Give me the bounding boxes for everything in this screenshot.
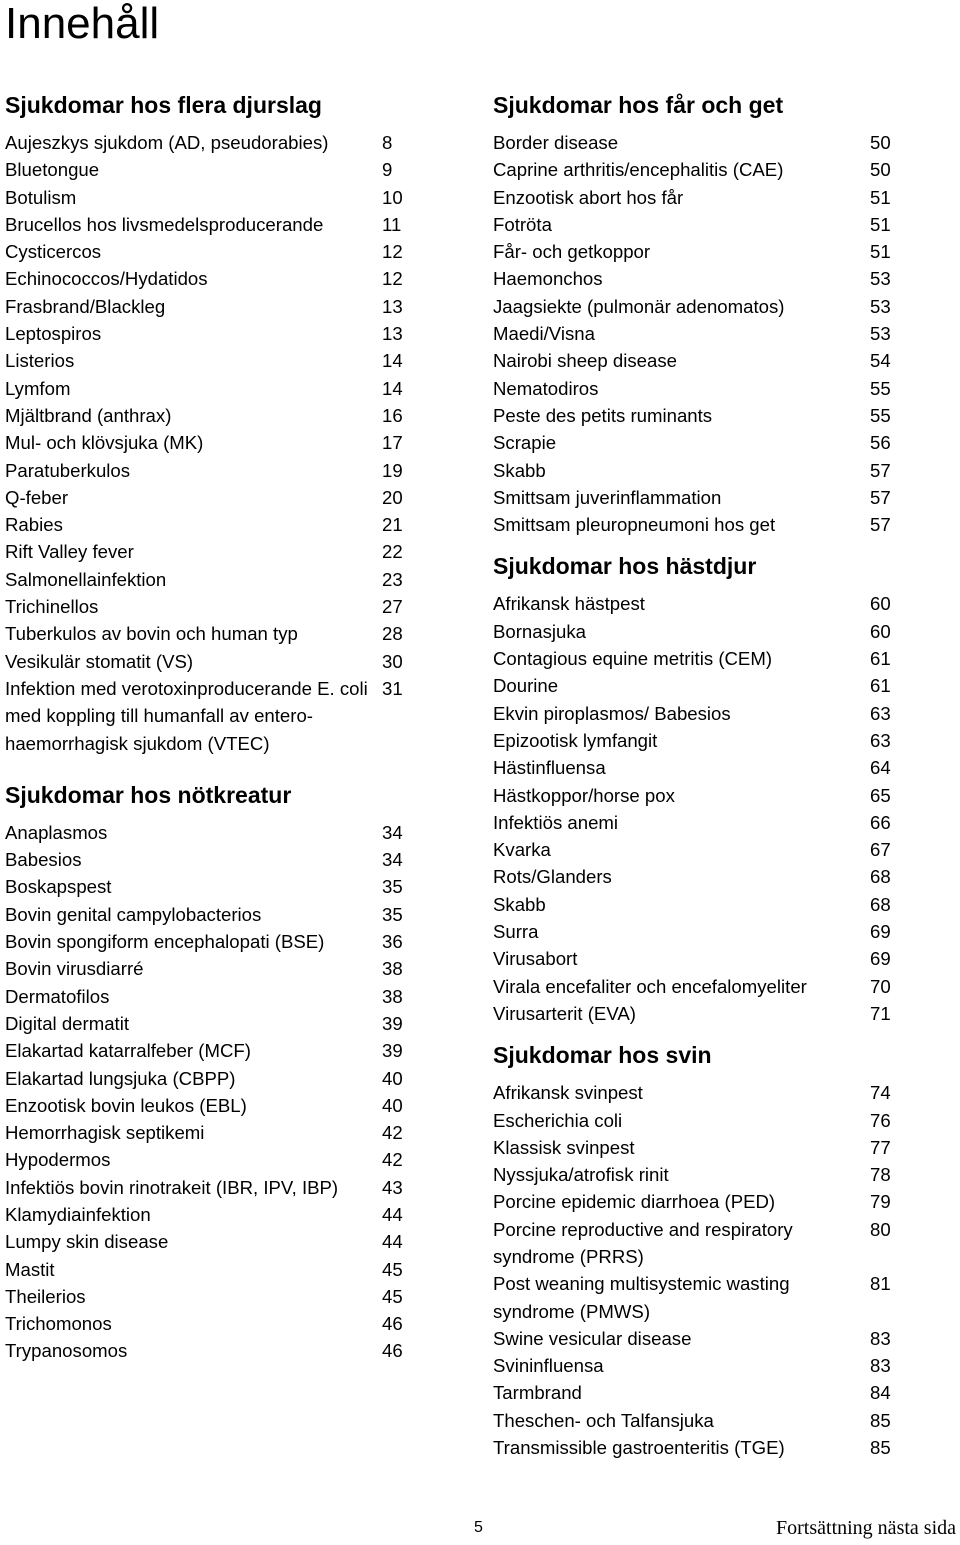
toc-entry-title: Afrikansk svinpest <box>493 1082 643 1104</box>
toc-entry <box>5 620 415 647</box>
toc-entry-page: 36 <box>382 931 403 953</box>
toc-entry <box>5 211 415 238</box>
toc-entry-title: Leptospiros <box>5 323 102 345</box>
toc-entry <box>5 983 415 1010</box>
toc-entry-page: 53 <box>870 268 891 290</box>
toc-entry <box>493 863 903 890</box>
toc-entry-title: Elakartad lungsjuka (CBPP) <box>5 1067 236 1089</box>
toc-entry-page: 13 <box>382 295 403 317</box>
toc-entry <box>493 590 903 617</box>
toc-entry-page: 21 <box>382 514 403 536</box>
toc-entry <box>5 1065 415 1092</box>
toc-entry-title: Lymfom <box>5 377 71 399</box>
toc-entry-title: Mastit <box>5 1258 55 1280</box>
toc-entry-title: Svininfluensa <box>493 1355 604 1377</box>
toc-entry-title: Hemorrhagisk septikemi <box>5 1122 205 1144</box>
continue-note: Fortsättning nästa sida <box>776 1517 956 1539</box>
toc-entry-title: Frasbrand/Blackleg <box>5 295 166 317</box>
toc-entry <box>5 1337 415 1364</box>
toc-entry-page: 9 <box>382 159 393 181</box>
toc-entry-title: Babesios <box>5 849 82 871</box>
toc-entry-title: Botulism <box>5 186 77 208</box>
toc-entry-page: 34 <box>382 821 403 843</box>
toc-entry-title: Digital dermatit <box>5 1012 130 1034</box>
toc-entry <box>5 1010 415 1037</box>
toc-entry <box>493 700 903 727</box>
toc-entry-title: Epizootisk lymfangit <box>493 729 658 751</box>
toc-entry-page: 84 <box>870 1382 891 1404</box>
toc-entry-page: 81 <box>870 1273 891 1295</box>
toc-entry <box>5 1092 415 1119</box>
toc-entry <box>493 891 903 918</box>
toc-entry <box>493 727 903 754</box>
toc-entry-title: Trypanosomos <box>5 1340 128 1362</box>
toc-entry <box>493 1161 903 1188</box>
toc-entry-page: 55 <box>870 377 891 399</box>
toc-entry <box>493 129 903 156</box>
toc-entry-title: Tuberkulos av bovin och human typ <box>5 623 298 645</box>
toc-entry-page: 50 <box>870 132 891 153</box>
toc-entry-page: 63 <box>870 702 891 724</box>
toc-entry <box>493 1270 903 1325</box>
toc-entry-page: 76 <box>870 1109 891 1131</box>
toc-entry <box>493 184 903 211</box>
toc-entry-title: Bluetongue <box>5 159 100 181</box>
toc-entry-title: Infektiös bovin rinotrakeit (IBR, IPV, IBP) <box>5 1176 339 1198</box>
toc-entry-page: 34 <box>382 849 403 871</box>
toc-entry <box>5 873 415 900</box>
toc-entry-page: 39 <box>382 1040 403 1062</box>
toc-entry-page: 57 <box>870 459 891 481</box>
toc-entry-title: Trichinellos <box>5 596 99 618</box>
toc-entry-title: Escherichia coli <box>493 1109 623 1131</box>
toc-entry-page: 57 <box>870 514 891 536</box>
toc-entry-title: Hästinfluensa <box>493 757 606 779</box>
toc-entry-title: Mjältbrand (anthrax) <box>5 404 172 426</box>
toc-entry-title: Border disease <box>493 132 619 153</box>
toc-entry-title: Virusarterit (EVA) <box>493 1002 636 1024</box>
section-heading: Sjukdomar hos hästdjur <box>493 553 757 580</box>
toc-entry <box>5 402 415 429</box>
section-heading: Sjukdomar hos nötkreatur <box>5 781 292 808</box>
toc-entry-page: 54 <box>870 350 891 372</box>
toc-entry-page: 56 <box>870 432 891 454</box>
toc-entry <box>5 1037 415 1064</box>
toc-entry-page: 45 <box>382 1258 403 1280</box>
entry-list <box>493 1079 903 1461</box>
toc-entry-title: Kvarka <box>493 839 551 861</box>
toc-entry <box>493 1188 903 1215</box>
toc-entry-title: Lumpy skin disease <box>5 1231 169 1253</box>
toc-entry-page: 12 <box>382 268 403 290</box>
toc-entry-page: 50 <box>870 159 891 181</box>
toc-entry <box>493 511 903 538</box>
toc-entry-title: Skabb <box>493 459 546 481</box>
toc-entry-title: Tarmbrand <box>493 1382 582 1404</box>
toc-entry <box>493 1434 903 1461</box>
toc-entry-page: 79 <box>870 1191 891 1213</box>
toc-entry-page: 53 <box>870 323 891 345</box>
toc-entry-page: 55 <box>870 404 891 426</box>
toc-entry-title: Theschen- och Talfansjuka <box>493 1409 714 1431</box>
toc-entry <box>5 429 415 456</box>
toc-entry-page: 51 <box>870 186 891 208</box>
toc-entry-title: Virala encefaliter och encefalomyeliter <box>493 975 807 997</box>
toc-entry-title: Klamydiainfektion <box>5 1203 151 1225</box>
toc-entry <box>5 819 415 846</box>
toc-entry <box>5 846 415 873</box>
toc-entry-title: Bovin spongiform encephalopati (BSE) <box>5 931 325 953</box>
toc-entry-title: Hästkoppor/horse pox <box>493 784 675 806</box>
toc-entry <box>493 1107 903 1134</box>
toc-entry <box>493 484 903 511</box>
toc-entry-title: Maedi/Visna <box>493 323 595 345</box>
toc-entry-page: 30 <box>382 650 403 672</box>
toc-entry <box>5 538 415 565</box>
toc-entry <box>493 375 903 402</box>
toc-entry-title: Dourine <box>493 675 559 697</box>
toc-entry-title: Dermatofilos <box>5 985 110 1007</box>
toc-entry-title: Afrikansk hästpest <box>493 593 645 615</box>
section-multiple-species <box>5 88 415 757</box>
toc-entry <box>5 129 415 156</box>
section-cattle <box>5 778 415 1365</box>
toc-entry <box>5 320 415 347</box>
toc-entry-title: Virusabort <box>493 948 578 970</box>
toc-entry <box>493 645 903 672</box>
toc-entry-title: Rabies <box>5 514 63 536</box>
toc-entry-page: 61 <box>870 675 891 697</box>
toc-entry-title: Vesikulär stomatit (VS) <box>5 650 194 672</box>
toc-entry-title: Nematodiros <box>493 377 599 399</box>
toc-entry-page: 19 <box>382 459 403 481</box>
toc-entry-page: 31 <box>382 677 403 699</box>
toc-entry <box>493 347 903 374</box>
section-heading: Sjukdomar hos flera djurslag <box>5 92 322 118</box>
toc-entry-page: 65 <box>870 784 891 806</box>
toc-entry <box>5 1174 415 1201</box>
toc-entry-title: Caprine arthritis/encephalitis (CAE) <box>493 159 784 181</box>
toc-entry-title: Q-feber <box>5 486 69 508</box>
toc-entry-page: 85 <box>870 1437 891 1459</box>
toc-entry-title: Surra <box>493 921 539 943</box>
toc-entry-page: 68 <box>870 866 891 888</box>
toc-entry <box>5 1283 415 1310</box>
toc-entry <box>493 211 903 238</box>
toc-entry <box>5 375 415 402</box>
toc-entry-title: Salmonellainfektion <box>5 568 167 590</box>
toc-entry-page: 46 <box>382 1313 403 1335</box>
toc-entry-page: 77 <box>870 1136 891 1158</box>
toc-entry-title: Rift Valley fever <box>5 541 134 563</box>
toc-entry-page: 40 <box>382 1067 403 1089</box>
entry-list <box>5 129 415 757</box>
toc-entry <box>493 1325 903 1352</box>
toc-entry-page: 80 <box>870 1218 891 1240</box>
toc-entry <box>493 918 903 945</box>
toc-entry-title: Scrapie <box>493 432 557 454</box>
toc-entry <box>493 1352 903 1379</box>
toc-entry-title: Elakartad katarralfeber (MCF) <box>5 1040 251 1062</box>
toc-entry-page: 14 <box>382 350 403 372</box>
toc-entry-page: 35 <box>382 903 403 925</box>
toc-entry-page: 39 <box>382 1012 403 1034</box>
toc-entry-page: 42 <box>382 1149 403 1171</box>
toc-entry-page: 69 <box>870 948 891 970</box>
toc-entry-page: 78 <box>870 1164 891 1186</box>
toc-entry-title: Bornasjuka <box>493 620 587 642</box>
page-number: 5 <box>474 1519 483 1536</box>
toc-entry-title: Echinococcos/Hydatidos <box>5 268 208 290</box>
toc-entry-title: Infektion med verotoxinproducerande E. coli med koppling till humanfall av entero-haemorrhagisk sjukdom (VTEC) <box>5 677 368 754</box>
toc-entry-title: Bovin virusdiarré <box>5 958 144 980</box>
toc-entry <box>493 809 903 836</box>
toc-entry-page: 38 <box>382 985 403 1007</box>
toc-entry-page: 12 <box>382 241 403 263</box>
toc-entry <box>493 973 903 1000</box>
toc-entry-title: Trichomonos <box>5 1313 112 1335</box>
toc-entry-title: Infektiös anemi <box>493 811 619 833</box>
toc-entry <box>493 945 903 972</box>
toc-entry-page: 35 <box>382 876 403 898</box>
toc-entry <box>5 347 415 374</box>
toc-entry <box>5 484 415 511</box>
toc-entry-page: 60 <box>870 620 891 642</box>
toc-entry-title: Mul- och klövsjuka (MK) <box>5 432 204 454</box>
entry-list <box>5 819 415 1365</box>
toc-entry-page: 16 <box>382 404 403 426</box>
toc-entry-page: 68 <box>870 893 891 915</box>
toc-entry <box>5 566 415 593</box>
section-heading: Sjukdomar hos svin <box>493 1042 712 1069</box>
toc-entry-page: 44 <box>382 1231 403 1253</box>
toc-entry <box>5 184 415 211</box>
toc-entry-page: 67 <box>870 839 891 861</box>
toc-entry-title: Anaplasmos <box>5 821 108 843</box>
toc-entry <box>493 293 903 320</box>
toc-entry-title: Smittsam juverinflammation <box>493 486 722 508</box>
toc-entry-title: Ekvin piroplasmos/ Babesios <box>493 702 731 724</box>
toc-entry <box>5 1256 415 1283</box>
toc-entry <box>493 238 903 265</box>
toc-entry-title: Brucellos hos livsmedelsproducerande <box>5 213 324 235</box>
toc-entry-page: 66 <box>870 811 891 833</box>
section-heading: Sjukdomar hos får och get <box>493 92 784 118</box>
toc-entry-title: Paratuberkulos <box>5 459 131 481</box>
toc-entry-title: Hypodermos <box>5 1149 111 1171</box>
page-title: Innehåll <box>5 0 160 48</box>
toc-entry-page: 8 <box>382 132 393 153</box>
toc-entry <box>493 1000 903 1027</box>
toc-entry-title: Får- och getkoppor <box>493 241 651 263</box>
toc-entry <box>5 457 415 484</box>
toc-entry <box>493 754 903 781</box>
toc-entry <box>5 1146 415 1173</box>
entry-list <box>493 590 903 1027</box>
toc-entry-title: Porcine epidemic diarrhoea (PED) <box>493 1191 776 1213</box>
toc-entry-page: 53 <box>870 295 891 317</box>
toc-entry <box>493 618 903 645</box>
toc-entry-page: 38 <box>382 958 403 980</box>
toc-entry <box>493 402 903 429</box>
toc-entry <box>5 648 415 675</box>
toc-entry-title: Peste des petits ruminants <box>493 404 713 426</box>
toc-entry <box>5 265 415 292</box>
section-sheep-goats <box>493 88 903 538</box>
left-column <box>5 88 415 1365</box>
toc-entry <box>493 429 903 456</box>
section-pigs <box>493 1038 903 1461</box>
toc-entry-page: 20 <box>382 486 403 508</box>
toc-entry-page: 69 <box>870 921 891 943</box>
toc-entry <box>493 156 903 183</box>
toc-entry <box>5 955 415 982</box>
toc-entry-page: 44 <box>382 1203 403 1225</box>
toc-entry-page: 63 <box>870 729 891 751</box>
toc-entry <box>493 265 903 292</box>
toc-entry-page: 51 <box>870 213 891 235</box>
toc-entry <box>493 836 903 863</box>
toc-entry-page: 42 <box>382 1122 403 1144</box>
toc-entry-page: 46 <box>382 1340 403 1362</box>
toc-entry-title: Jaagsiekte (pulmonär adenomatos) <box>493 295 785 317</box>
entry-list <box>493 129 903 538</box>
toc-entry <box>493 457 903 484</box>
toc-entry-title: Smittsam pleuropneumoni hos get <box>493 514 776 536</box>
toc-entry-page: 45 <box>382 1285 403 1307</box>
toc-entry-title: Rots/Glanders <box>493 866 612 888</box>
toc-entry-title: Skabb <box>493 893 546 915</box>
toc-entry-title: Listerios <box>5 350 75 372</box>
toc-entry-page: 61 <box>870 648 891 670</box>
toc-entry-page: 14 <box>382 377 403 399</box>
toc-entry-page: 17 <box>382 432 403 454</box>
toc-entry <box>5 293 415 320</box>
toc-entry-title: Enzootisk abort hos får <box>493 186 684 208</box>
toc-entry <box>493 1407 903 1434</box>
toc-entry <box>5 593 415 620</box>
toc-entry <box>5 1119 415 1146</box>
toc-entry-title: Contagious equine metritis (CEM) <box>493 648 773 670</box>
toc-entry-page: 27 <box>382 596 403 618</box>
toc-entry-title: Klassisk svinpest <box>493 1136 635 1158</box>
toc-entry-page: 64 <box>870 757 891 779</box>
toc-entry-title: Swine vesicular disease <box>493 1327 692 1349</box>
toc-entry-title: Nyssjuka/atrofisk rinit <box>493 1164 669 1186</box>
toc-entry <box>5 156 415 183</box>
toc-entry-page: 23 <box>382 568 403 590</box>
toc-entry-page: 60 <box>870 593 891 615</box>
toc-entry-title: Boskapspest <box>5 876 112 898</box>
toc-entry-title: Porcine reproductive and respiratory syndrome (PRRS) <box>493 1218 793 1267</box>
toc-entry-title: Theilerios <box>5 1285 86 1307</box>
toc-entry-page: 83 <box>870 1327 891 1349</box>
toc-entry <box>5 901 415 928</box>
toc-entry <box>5 1310 415 1337</box>
toc-entry-title: Aujeszkys sjukdom (AD, pseudorabies) <box>5 132 329 153</box>
toc-entry-page: 43 <box>382 1176 403 1198</box>
toc-entry <box>5 1201 415 1228</box>
toc-entry-title: Post weaning multisystemic wasting syndrome (PMWS) <box>493 1273 790 1322</box>
toc-entry-page: 85 <box>870 1409 891 1431</box>
toc-entry-page: 74 <box>870 1082 891 1104</box>
toc-entry <box>5 238 415 265</box>
toc-entry-title: Nairobi sheep disease <box>493 350 677 372</box>
section-horses <box>493 549 903 1027</box>
toc-entry <box>5 675 415 757</box>
toc-entry-page: 10 <box>382 186 403 208</box>
toc-entry <box>493 1379 903 1406</box>
toc-entry <box>493 1216 903 1271</box>
toc-entry-title: Transmissible gastroenteritis (TGE) <box>493 1437 785 1459</box>
right-column <box>493 88 903 1461</box>
toc-entry-title: Cysticercos <box>5 241 102 263</box>
toc-entry-title: Enzootisk bovin leukos (EBL) <box>5 1094 247 1116</box>
toc-entry <box>5 928 415 955</box>
toc-entry-page: 28 <box>382 623 403 645</box>
toc-entry <box>493 672 903 699</box>
toc-entry <box>493 1079 903 1106</box>
toc-entry-page: 57 <box>870 486 891 508</box>
toc-entry-page: 22 <box>382 541 403 563</box>
toc-entry <box>493 782 903 809</box>
toc-entry-title: Haemonchos <box>493 268 603 290</box>
toc-entry <box>5 511 415 538</box>
toc-entry-title: Fotröta <box>493 213 552 235</box>
toc-entry-page: 13 <box>382 323 403 345</box>
toc-entry <box>493 1134 903 1161</box>
toc-entry-page: 83 <box>870 1355 891 1377</box>
toc-entry <box>493 320 903 347</box>
toc-entry <box>5 1228 415 1255</box>
toc-entry-page: 40 <box>382 1094 403 1116</box>
toc-entry-page: 70 <box>870 975 891 997</box>
toc-entry-title: Bovin genital campylobacterios <box>5 903 262 925</box>
toc-entry-page: 71 <box>870 1002 891 1024</box>
toc-entry-page: 51 <box>870 241 891 263</box>
toc-entry-page: 11 <box>382 213 402 235</box>
